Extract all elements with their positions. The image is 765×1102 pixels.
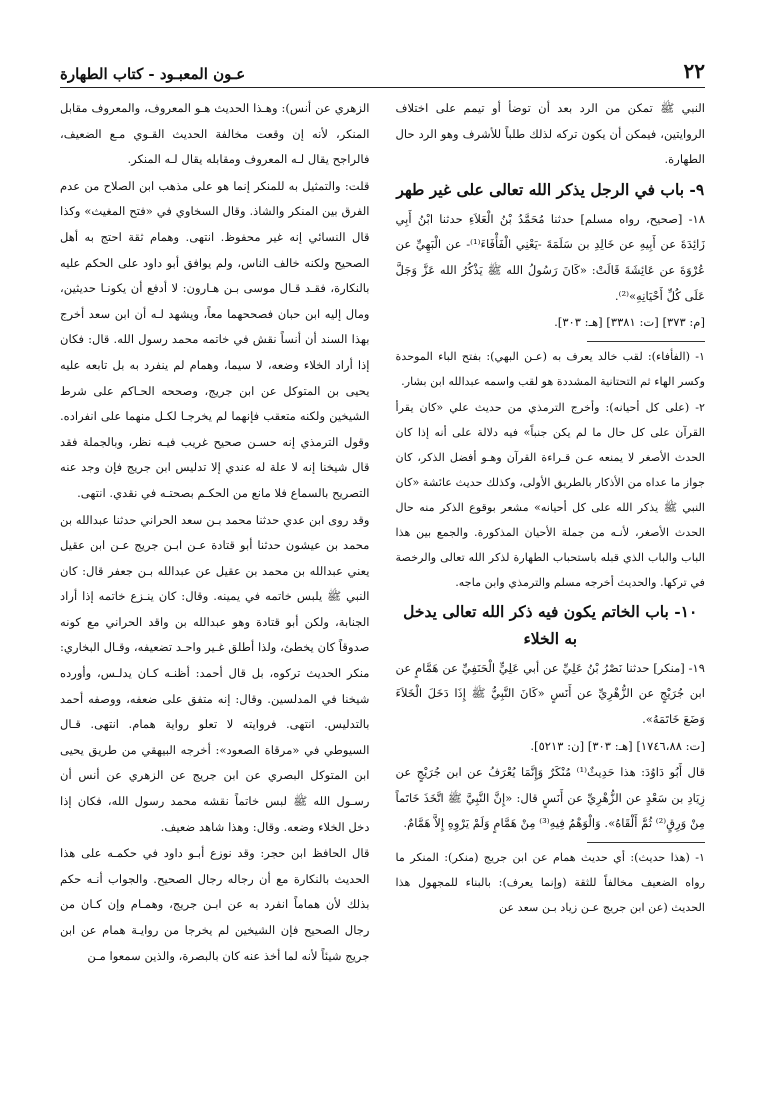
commentary-paragraph-1: الزهري عن أنس): وهـذا الحديث هـو المعروف، والمعروف مقابل المنكر، لأنه إن وقعت مخالفة الحديث القـوي مـع الضعيف، فالراجح يقال لـه المعروف ومقابله يقال لـه المنكر.: [60, 101, 370, 167]
hadith-19-references: [ت: ١٧٤٦،٨٨] [هـ: ٣٠٣] [ن: ٥٢١٣].: [530, 738, 705, 753]
chapter-heading-9: ٩- باب في الرجل يذكر الله تعالى على غير طهر: [396, 179, 705, 199]
commentary-paragraph-4: قال الحافظ ابن حجر: وقد نوزع أبـو داود في حكمـه على هذا الحديث بالنكارة مع أن رجاله رجال الصحيح. والجواب أنـه حكم بذلك لأن هماماً انفرد به عن ابـن جريج، وهمـام وإن كـان من رجال الصحيح فإن الشيخين لم يخرجا من روايـة همام عن ابن جريج شيئاً لأنه لما أخذ عنه كان بالبصرة، والذين سمعوا مـن: [60, 846, 370, 963]
right-column: [396, 96, 706, 1082]
hadith-19: ١٩- [منكر] حدثنا نَصْرُ بْنُ عَلِيِّ عن أبي عَلِيٍّ الْحَنَفِيِّ عن هَمَّامٍ عن ابن جُرَيْجٍ عن الزُّهْرِيِّ عن أَنَسٍ «كَانَ النَّبِيُّ ﷺ إِذَا دَخَلَ الْخَلاَءَ وَضَعَ خَاتَمَهُ».: [395, 660, 705, 726]
footnote-2: ٢- (على كل أحيانه): وأخرج الترمذي من حديث علي «كان يقرأ القرآن على كل حال ما لم يكن جنباً» فيه دلالة على أنه إذا كان الحدث الأصغر لا يمنعه عـن قـراءة القرآن وهـو أفضل الذكر، كان جواز ما عداه من الأذكار بالطريق الأولى، وكذلك حديث عائشة «كان النبي ﷺ يذكر الله على كل أحيانه» مشعر بوقوع الذكر منه حال الحدث الأصغر، لأنـه من جملة الأحيان المذكورة. والجمع بين هذا الباب والباب الذي قبله باستحباب الطهارة لذكر الله تعالى والرخصة في تركها. والحديث أخرجه مسلم والترمذي وابن ماجه.: [395, 400, 705, 589]
left-column: [60, 96, 370, 1082]
hadith-18-references: [م: ٣٧٣] [ت: ٣٣٨١] [هـ: ٣٠٣].: [554, 315, 705, 330]
footnote-separator-2: [587, 842, 705, 843]
page-header: [60, 58, 705, 88]
commentary-paragraph-2: قلت: والتمثيل به للمنكر إنما هو على مذهب ابن الصلاح من عدم الفرق بين المنكر والشاذ. وقال السخاوي في «فتح المغيث» وكذا قال النسائي إنه غير محفوظ. انتهى. وهمام ثقة احتج به أهل الصحيح ولكنه خالف الناس، ولم يوافق أبو داود على الحكم عليه بالنكارة، فقـد قـال موسى بـن هـارون: لا أدفع أن يكونـا حديثين، ومال إليه ابن حبان فصححهما معاً، ويشهد لـه أن ابن سعد أخرج بهذا السند أن أنساً نقش في خاتمه محمد رسول الله. قال: فكان إذا أراد الخلاء وضعه، لا سيما، وهمام لم ينفرد به بل تابعه عليه يحيى بن المتوكل عن ابن جريج، وصححه الحـاكم على شرط الشيخين ولكنه متعقب فإنهما لم يخرجـا لكـل منهما على انفراده. وقول الترمذي إنه حسـن صحيح غريب فيـه نظر، وبالجملة فقد قال شيخنا إنه لا علة له عندي إلا تدليس ابن جريج فإن وجد عنه التصريح بالسماع فلا مانع من الحكـم بصحتـه في نقدي. انتهى.: [60, 178, 370, 500]
commentary-paragraph-3: وقد روى ابن عدي حدثنا محمد بـن سعد الحراني حدثنا عبدالله بن محمد بن عيشون حدثنا أبو قتادة عـن ابـن جريج عـن ابن عقيل يعني عبدالله بن محمد بن عقيل عن عبدالله بـن جعفر قال: كان النبي ﷺ يلبس خاتمه في يمينه. وقال: كان ينـزع خاتمه إذا أراد الجنابة، ولكن أبو قتادة وهو عبدالله بن واقد الحراني مع كونه صدوقاً كان يخطئ، ولذا أطلق غـير واحـد تضعيفه، وقـال البخاري: منكر الحديث تركوه، بل قال أحمد: أظنـه كـان يدلـس، وأورده شيخنا في المدلسين. وقال: إنه متفق على ضعفه، ووصفه أحمد بالتدليس. انتهى. فروايته لا تعلو رواية همام. انتهى. قـال السيوطي في «مرقاة الصعود»: أخرجه البيهقي من طريق يحيى ابن المتوكل البصري عن ابن جريج عن الزهري عن أنس أن رسـول الله ﷺ لبس خاتماً نقشه محمد رسول الله، فكان إذا دخل الخلاء وضعه. وقال: وهذا شاهد ضعيف.: [60, 512, 370, 834]
intro-paragraph: النبي ﷺ تمكن من الرد بعد أن توضأ أو تيمم على اختلاف الروايتين، فيمكن أن يكون تركه لذلك طلباً للأشرف وهو الرد حال الطهارة.: [395, 101, 705, 167]
abu-dawud-comment: قال أَبُو دَاوُدَ: هذا حَدِيثٌ⁽¹⁾ مُنْكَرٌ وَإِنَّمَا يُعْرَفُ عن ابن جُرَيْجٍ عن زِيَادِ بن سَعْدٍ عن الزُّهْرِيِّ عن أَنَسٍ قال: «إِنَّ النَّبِيَّ ﷺ اتَّخَذَ خَاتَماً مِنْ وَرِقٍ⁽²⁾ ثُمَّ أَلْقَاهُ». وَالْوَهْمُ فِيهِ⁽³⁾ مِنْ هَمَّامٍ وَلَمْ يَرْوِهِ إِلاَّ هَمَّامٌ.: [395, 765, 705, 831]
chapter-heading-10: ١٠- باب الخاتم يكون فيه ذكر الله تعالى يدخل به الخلاء: [403, 601, 698, 648]
footnote-1: ١- (الفأفاء): لقب خالد يعرف به (عـن البهي): بفتح الباء الموحدة وكسر الهاء ثم التحتانية المشددة هو لقب واسمه عبدالله ابن بشار.: [395, 349, 705, 388]
page-body: [60, 96, 705, 1082]
page-number: ٢٢: [683, 59, 705, 83]
hadith-18: ١٨- [صحيح، رواه مسلم] حدثنا مُحَمَّدُ بْنُ الْعَلاَءِ حدثنا ابْنُ أَبِي زَائِدَةَ عن أَبِيهِ عن خَالِدِ بن سَلَمَةَ -يَعْنِي الْفَأْفَاءَ⁽¹⁾- عن الْبَهِيِّ عن عُرْوَةَ عن عَائِشَةَ قَالَتْ: «كَانَ رَسُولُ الله ﷺ يَذْكُرُ الله عَزَّ وَجَلَّ عَلَى كُلِّ أَحْيَانِهِ»⁽²⁾.: [395, 211, 705, 303]
footnote-separator: [587, 341, 705, 342]
running-title: عـون المعبـود - كتاب الطهارة: [60, 65, 246, 83]
footnote-3: ١- (هذا حديث): أي حديث همام عن ابن جريج (منكر): المنكر ما رواه الضعيف مخالفاً للثقة (وإنما يعرف): بالبناء للمجهول هذا الحديث (عن ابن جريج عـن زياد بـن سعد عن: [395, 850, 705, 914]
